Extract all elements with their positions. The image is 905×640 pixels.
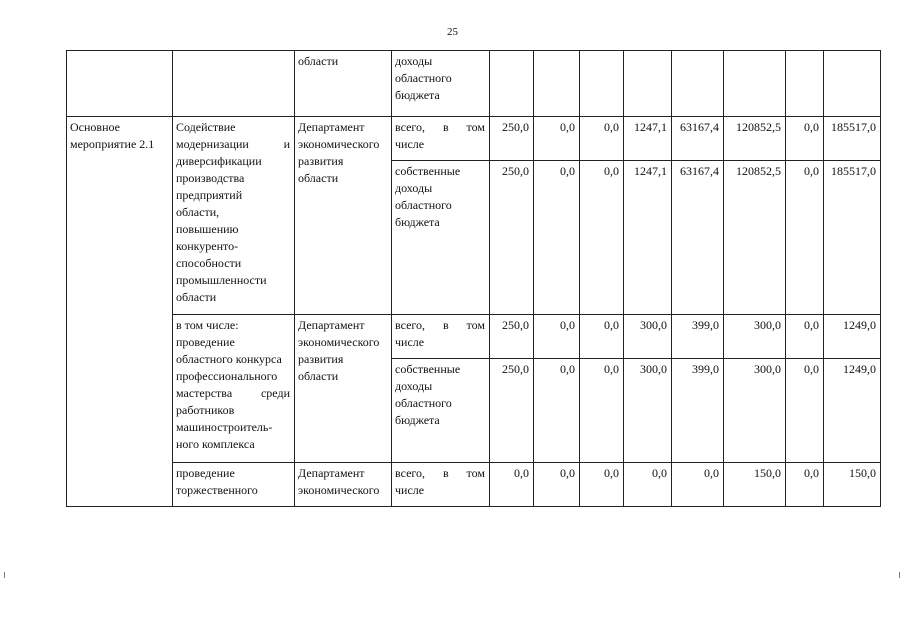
value-cell: 0,0 (534, 359, 580, 463)
value-cell: 250,0 (490, 161, 534, 315)
value-cell: 0,0 (534, 315, 580, 359)
value-cell: 250,0 (490, 315, 534, 359)
value-cell: 0,0 (580, 315, 624, 359)
value-cell: 185517,0 (824, 117, 881, 161)
source-cell: собственные доходы областного бюджета (392, 161, 490, 315)
value-cell: 0,0 (534, 161, 580, 315)
scan-mark-right (899, 572, 900, 578)
measure-cell (67, 51, 173, 117)
value-cell: 300,0 (724, 359, 786, 463)
value-cell: 0,0 (490, 463, 534, 507)
budget-table (66, 50, 881, 507)
source-cell: всего, в том числе (392, 315, 490, 359)
source-cell: доходы областного бюджета (392, 51, 490, 117)
value-cell: 63167,4 (672, 117, 724, 161)
scan-mark-left (4, 572, 5, 578)
value-cell: 0,0 (534, 463, 580, 507)
value-cell (824, 51, 881, 117)
value-cell: 150,0 (824, 463, 881, 507)
value-cell: 63167,4 (672, 161, 724, 315)
value-cell: 185517,0 (824, 161, 881, 315)
table-row (67, 51, 881, 117)
executor-cell: Департамент экономического развития области (295, 117, 392, 315)
value-cell: 0,0 (786, 463, 824, 507)
value-cell: 150,0 (724, 463, 786, 507)
value-cell: 0,0 (624, 463, 672, 507)
value-cell: 250,0 (490, 359, 534, 463)
value-cell: 0,0 (580, 161, 624, 315)
executor-cell: Департамент экономического (295, 463, 392, 507)
executor-cell: Департамент экономического развития области (295, 315, 392, 463)
value-cell: 1249,0 (824, 315, 881, 359)
value-cell (534, 51, 580, 117)
value-cell (624, 51, 672, 117)
value-cell: 0,0 (580, 117, 624, 161)
description-cell: в том числе: проведение областного конкурса профессионального мастерства среди работников машиностроитель- ного комплекса (173, 315, 295, 463)
value-cell (786, 51, 824, 117)
value-cell (724, 51, 786, 117)
source-cell: собственные доходы областного бюджета (392, 359, 490, 463)
value-cell: 300,0 (624, 359, 672, 463)
value-cell: 0,0 (786, 161, 824, 315)
table-row (67, 463, 881, 507)
value-cell: 399,0 (672, 359, 724, 463)
value-cell (672, 51, 724, 117)
value-cell: 1247,1 (624, 117, 672, 161)
description-cell: проведение торжественного (173, 463, 295, 507)
value-cell: 0,0 (786, 315, 824, 359)
table-row (67, 117, 881, 161)
value-cell: 0,0 (534, 117, 580, 161)
value-cell: 1249,0 (824, 359, 881, 463)
value-cell: 1247,1 (624, 161, 672, 315)
value-cell: 250,0 (490, 117, 534, 161)
page-number: 25 (447, 26, 458, 38)
source-cell: всего, в том числе (392, 463, 490, 507)
table-row (67, 315, 881, 359)
value-cell (580, 51, 624, 117)
value-cell: 300,0 (724, 315, 786, 359)
value-cell (490, 51, 534, 117)
value-cell: 0,0 (580, 359, 624, 463)
source-cell: всего, в том числе (392, 117, 490, 161)
value-cell: 300,0 (624, 315, 672, 359)
value-cell: 399,0 (672, 315, 724, 359)
value-cell: 0,0 (580, 463, 624, 507)
value-cell: 120852,5 (724, 161, 786, 315)
description-cell (173, 51, 295, 117)
value-cell: 0,0 (786, 117, 824, 161)
description-cell: Содействие модернизации и диверсификации производства предприятий области, повышению конкуренто- способности промышленности области (173, 117, 295, 315)
value-cell: 120852,5 (724, 117, 786, 161)
executor-cell: области (295, 51, 392, 117)
value-cell: 0,0 (672, 463, 724, 507)
measure-cell: Основное мероприятие 2.1 (67, 117, 173, 507)
value-cell: 0,0 (786, 359, 824, 463)
